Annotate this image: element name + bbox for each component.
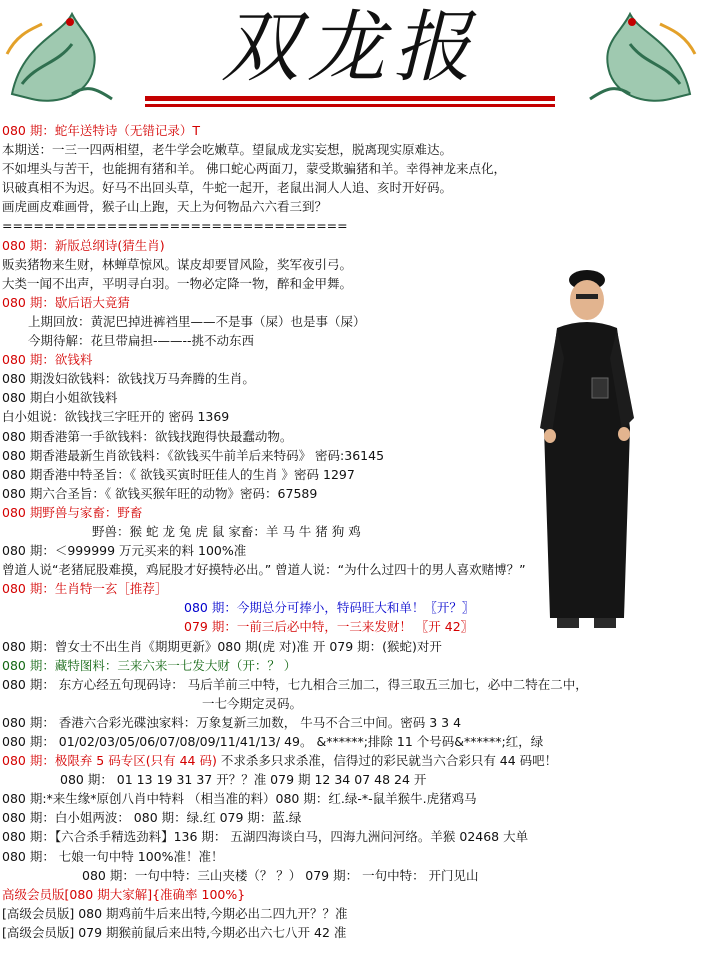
text-line: 080 期白小姐欲钱料 <box>2 390 118 406</box>
text-line: 野兽：猴 蛇 龙 兔 虎 鼠 家畜：羊 马 牛 猪 狗 鸡 <box>92 523 361 539</box>
text-line: 080 期： 香港六合彩光碟浊家料：万象复新三加数， 牛马不合三中间。密码 3 3 4 <box>2 714 462 730</box>
text-line: 080 期： 01/02/03/05/06/07/08/09/11/41/13/ 49。 &******;排除 11 个号码&******;红，绿 <box>2 734 544 749</box>
text-line: 大类一闻不出声，平明寻白羽。一物必定降一物，醉和金甲舞。 <box>2 275 353 291</box>
page-title: 双龙报 <box>220 3 479 93</box>
section-heading: 高级会员版[080 期大家解]{准确率 100%} <box>2 886 246 902</box>
title-underline-thin <box>145 104 555 107</box>
text-line: 画虎画皮难画骨，猴子山上跑，天上为何物品六六看三到？ <box>2 199 328 215</box>
text-line: 白小姐说：欲钱找三字旺开的 密码 1369 <box>2 409 230 425</box>
text-line: 不如埋头与苦干，也能拥有猪和羊。 佛口蛇心两面刀，蒙受欺骗猪和羊。幸得神龙来点化， <box>2 161 506 177</box>
text-line: 080 期： 东方心经五句现码诗： 马后羊前三中特，七九相合三加二，得三取五三加七，必中二特在二中， <box>2 676 588 692</box>
text-line: 080 期：藏特图料：三来六来一七发大财（开：？ ） <box>2 657 297 673</box>
highlight-line: 079 期：一前三后必中特，一三来发财！ 〖开 42〗 <box>184 619 474 635</box>
section-heading: 080 期野兽与家畜：野畜 <box>2 504 143 520</box>
section-heading: 080 期：极限弃 5 码专区(只有 44 码) <box>2 753 217 769</box>
text-line: 识破真相不为迟。好马不出回头草，牛蛇一起开，老鼠出洞人人追、亥时开好码。 <box>2 180 453 196</box>
section-heading: 080 期：新版总纲诗(猜生肖) <box>2 237 165 253</box>
title-underline <box>145 96 555 101</box>
text-line <box>2 751 700 770</box>
text-line: 080 期：＜999999 万元买来的料 100%准 <box>2 543 247 559</box>
text-line: 080 期香港第一手欲钱料：欲钱找跑得快最蠢动物。 <box>2 428 293 444</box>
section-heading: 080 期：歇后语大竟猜 <box>2 294 130 310</box>
text-line: 080 期： 七娘一句中特 100%准！准！ <box>2 848 224 864</box>
text-line: 080 期：曾女士不出生肖《期期更新》080 期(虎 对)准 开 079 期：(猴蛇)对开 <box>2 638 442 654</box>
text-line: 080 期六合圣旨：《 欲钱买猴年旺的动物》密码：67589 <box>2 485 318 501</box>
text-line: 上期回放：黄泥巴掉进裤裆里——不是事（屎）也是事（屎） <box>28 313 366 329</box>
highlight-line: 080 期：今期总分可捧小，特码旺大和单！〖开？〗 <box>184 600 475 616</box>
dragon-right-image <box>580 4 700 112</box>
text-line: 080 期:*来生缘*原创八肖中特料 （相当准的料）080 期：红.绿-*-鼠羊猴牛.虎猪鸡马 <box>2 791 477 807</box>
section-heading: 080 期：蛇年送特诗（无错记录）T <box>2 123 200 138</box>
text-line: 080 期泼妇欲钱料：欲钱找万马奔腾的生肖。 <box>2 371 255 387</box>
text-line: 080 期香港中特圣旨：《 欲钱买寅时旺佳人的生肖 》密码 1297 <box>2 466 355 482</box>
text-line: 曾道人说“老猪屁股难摸，鸡屁股才好摸特必出。” 曾道人说：“为什么过四十的男人喜欢赌博？” <box>2 562 526 578</box>
text-line: 今期待解：花旦带扁担-——--挑不动东西 <box>28 333 255 349</box>
text-line: 080 期：【六合杀手精选劲料】136 期： 五湖四海谈白马，四海九洲问河络。羊猴 02468 大单 <box>2 829 529 845</box>
banner <box>0 0 702 120</box>
text-line: 贩卖猪物来生财，林蝉草惊风。谋皮却要冒风险，奖军夜引弓。 <box>2 256 353 272</box>
divider-line: ================================= <box>2 218 348 234</box>
text-line: 080 期：白小姐两波： 080 期：绿.红 079 期：蓝.绿 <box>2 810 302 826</box>
text-line: 一七今期定灵码。 <box>202 695 303 711</box>
text-span: 不求杀多只求杀准，信得过的彩民就当六合彩只有 44 码吧！ <box>216 753 558 769</box>
section-heading: 080 期：欲钱料 <box>2 352 93 368</box>
text-line: 本期送：一三一四两相望，老牛学会吃嫩草。望鼠成龙实妄想，脱离现实原难达。 <box>2 142 453 158</box>
article-body <box>2 121 700 942</box>
dragon-left-image <box>2 4 122 112</box>
text-line: 080 期：一句中特：三山夹楼（？ ？） 079 期： 一句中特： 开门见山 <box>82 867 479 883</box>
section-heading: 080 期：生肖特一玄［推荐］ <box>2 581 168 597</box>
text-line: 080 期香港最新生肖欲钱料：《欲钱买牛前羊后来特码》 密码:36145 <box>2 447 385 463</box>
text-line: 080 期： 01 13 19 31 37 开？？准 079 期 12 34 07 48 24 开 <box>60 772 427 788</box>
text-line: [高级会员版] 079 期猴前鼠后来出特,今期必出六七八开 42 准 <box>2 924 347 940</box>
text-line: [高级会员版] 080 期鸡前牛后来出特,今期必出二四九开？？准 <box>2 905 348 921</box>
